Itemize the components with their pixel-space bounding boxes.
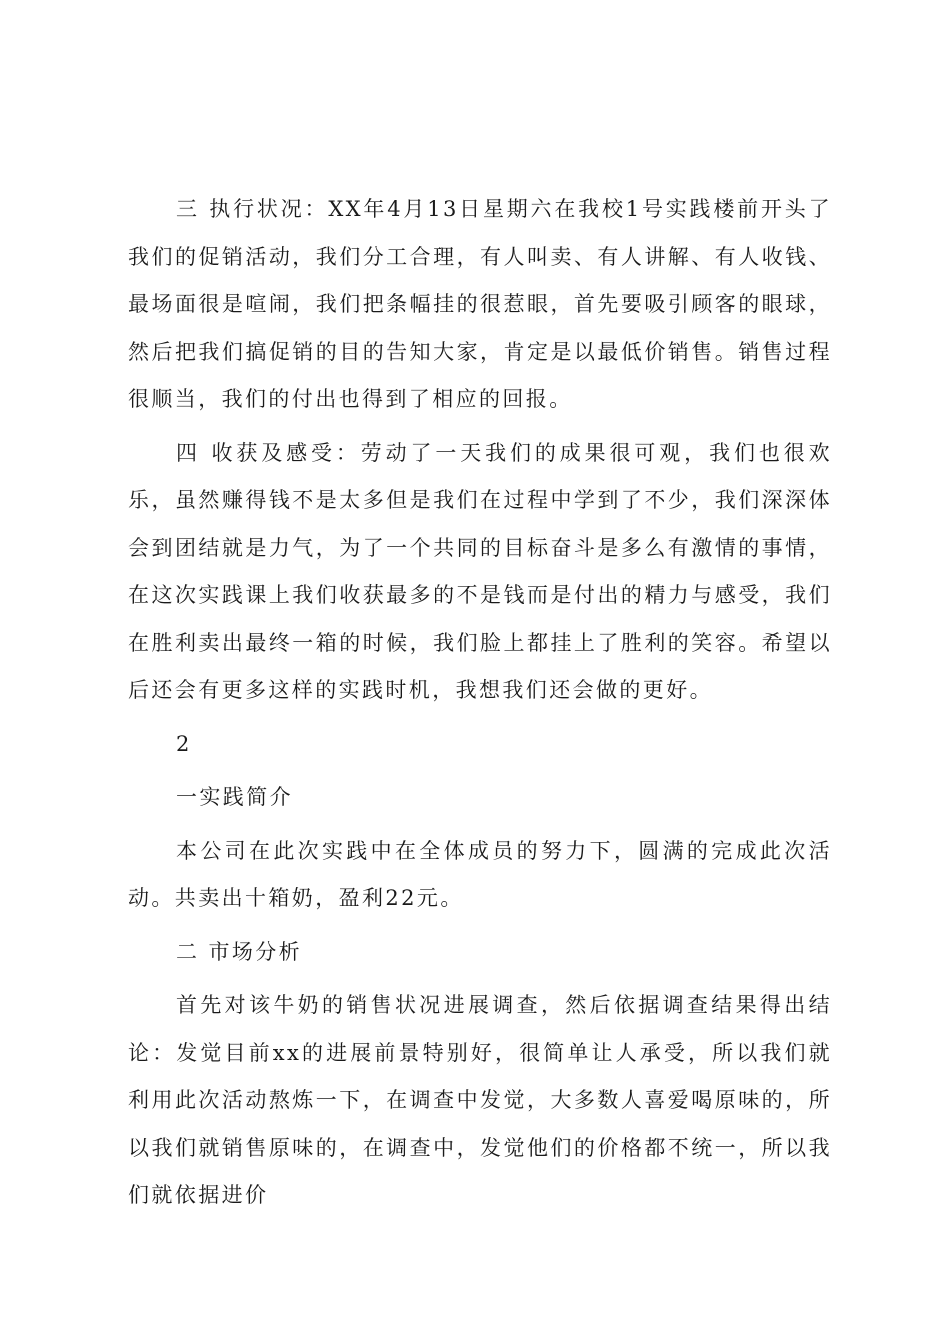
heading-market-analysis: 二 市场分析 [176, 939, 303, 964]
heading-practice-intro: 一实践简介 [176, 785, 293, 809]
section-number: 2 [176, 731, 192, 756]
paragraph-execution-status: 三 执行状况：XX年4月13日星期六在我校1号实践楼前开头了我们的促销活动，我们分工合理，有人叫卖、有人讲解、有人收钱、最场面很是喧闹，我们把条幅挂的很惹眼，首先要吸引顾客的眼球，然后把我们搞促销的目的告知大家，肯定是以最低价销售。销售过程很顺当，我们的付出也得到了相应的回报。 [128, 197, 832, 411]
paragraph-market-analysis: 首先对该牛奶的销售状况进展调查，然后依据调查结果得出结论：发觉目前xx的进展前景特别好，很简单让人承受，所以我们就利用此次活动熬炼一下，在调查中发觉，大多数人喜爱喝原味的，所以我们就销售原味的，在调查中，发觉他们的价格都不统一，所以我们就依据进价 [128, 993, 832, 1207]
document-body [128, 186, 832, 1226]
paragraph-harvest-feelings: 四 收获及感受：劳动了一天我们的成果很可观，我们也很欢乐，虽然赚得钱不是太多但是我们在过程中学到了不少，我们深深体会到团结就是力气，为了一个共同的目标奋斗是多么有激情的事情，在这次实践课上我们收获最多的不是钱而是付出的精力与感受，我们在胜利卖出最终一箱的时候，我们脸上都挂上了胜利的笑容。希望以后还会有更多这样的实践时机，我想我们还会做的更好。 [128, 440, 832, 702]
paragraph-practice-intro: 本公司在此次实践中在全体成员的努力下，圆满的完成此次活动。共卖出十箱奶，盈利22元。 [128, 838, 832, 910]
